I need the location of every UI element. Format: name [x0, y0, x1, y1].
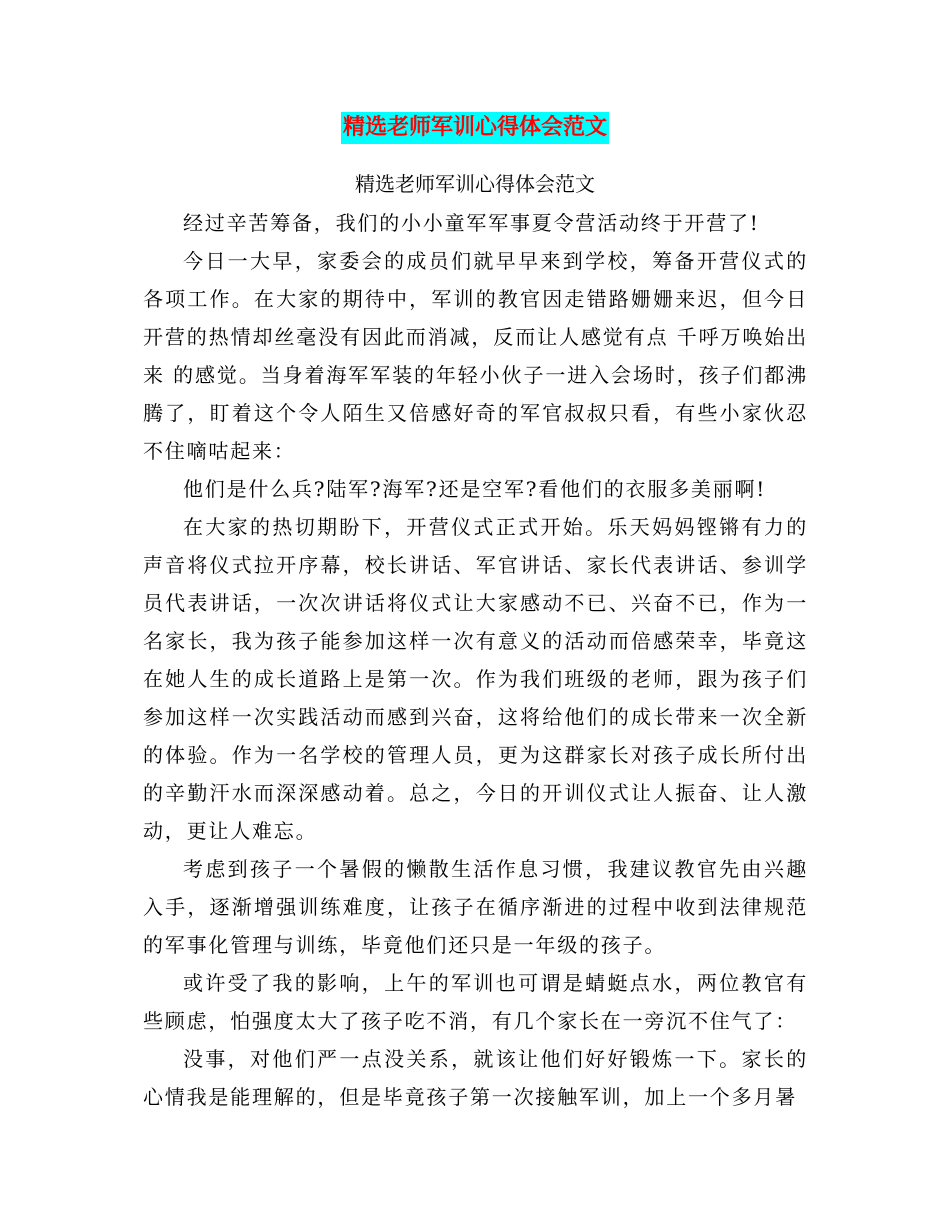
paragraph: 或许受了我的影响，上午的军训也可谓是蜻蜓点水，两位教官有些顾虑，怕强度太大了孩子吃不消，有几个家长在一旁沉不住气了：: [143, 971, 808, 1033]
paragraph: 今日一大早，家委会的成员们就早早来到学校，筹备开营仪式的各项工作。在大家的期待中，军训的教官因走错路姗姗来迟，但今日开营的热情却丝毫没有因此而消减，反而让人感觉有点 千呼万唤始出来 的感觉。当身着海军军装的年轻小伙子一进入会场时，孩子们都沸腾了，盯着这个令人陌生又倍感好奇的军官叔叔只看，有些小家伙忍不住嘀咕起来：: [143, 249, 808, 463]
paragraph: 考虑到孩子一个暑假的懒散生活作息习惯，我建议教官先由兴趣入手，逐渐增强训练难度，让孩子在循序渐进的过程中收到法律规范的军事化管理与训练，毕竟他们还只是一年级的孩子。: [143, 857, 808, 957]
paragraph: 他们是什么兵?陆军?海军?还是空军?看他们的衣服多美丽啊!: [183, 477, 767, 501]
title-container: [0, 112, 950, 144]
document-body: [143, 204, 808, 1116]
document-subtitle: 精选老师军训心得体会范文: [355, 172, 595, 196]
document-title: 精选老师军训心得体会范文: [341, 112, 609, 144]
paragraph: 在大家的热切期盼下，开营仪式正式开始。乐天妈妈铿锵有力的声音将仪式拉开序幕，校长讲话、军官讲话、家长代表讲话、参训学员代表讲话，一次次讲话将仪式让大家感动不已、兴奋不已，作为一名家长，我为孩子能参加这样一次有意义的活动而倍感荣幸，毕竟这在她人生的成长道路上是第一次。作为我们班级的老师，跟为孩子们参加这样一次实践活动而感到兴奋，这将给他们的成长带来一次全新的体验。作为一名学校的管理人员，更为这群家长对孩子成长所付出的辛勤汗水而深深感动着。总之，今日的开训仪式让人振奋、让人激动，更让人难忘。: [143, 515, 808, 843]
paragraph: 经过辛苦筹备，我们的小小童军军事夏令营活动终于开营了!: [183, 211, 760, 235]
paragraph: 没事，对他们严一点没关系，就该让他们好好锻炼一下。家长的心情我是能理解的，但是毕竟孩子第一次接触军训，加上一个多月暑: [143, 1047, 808, 1109]
